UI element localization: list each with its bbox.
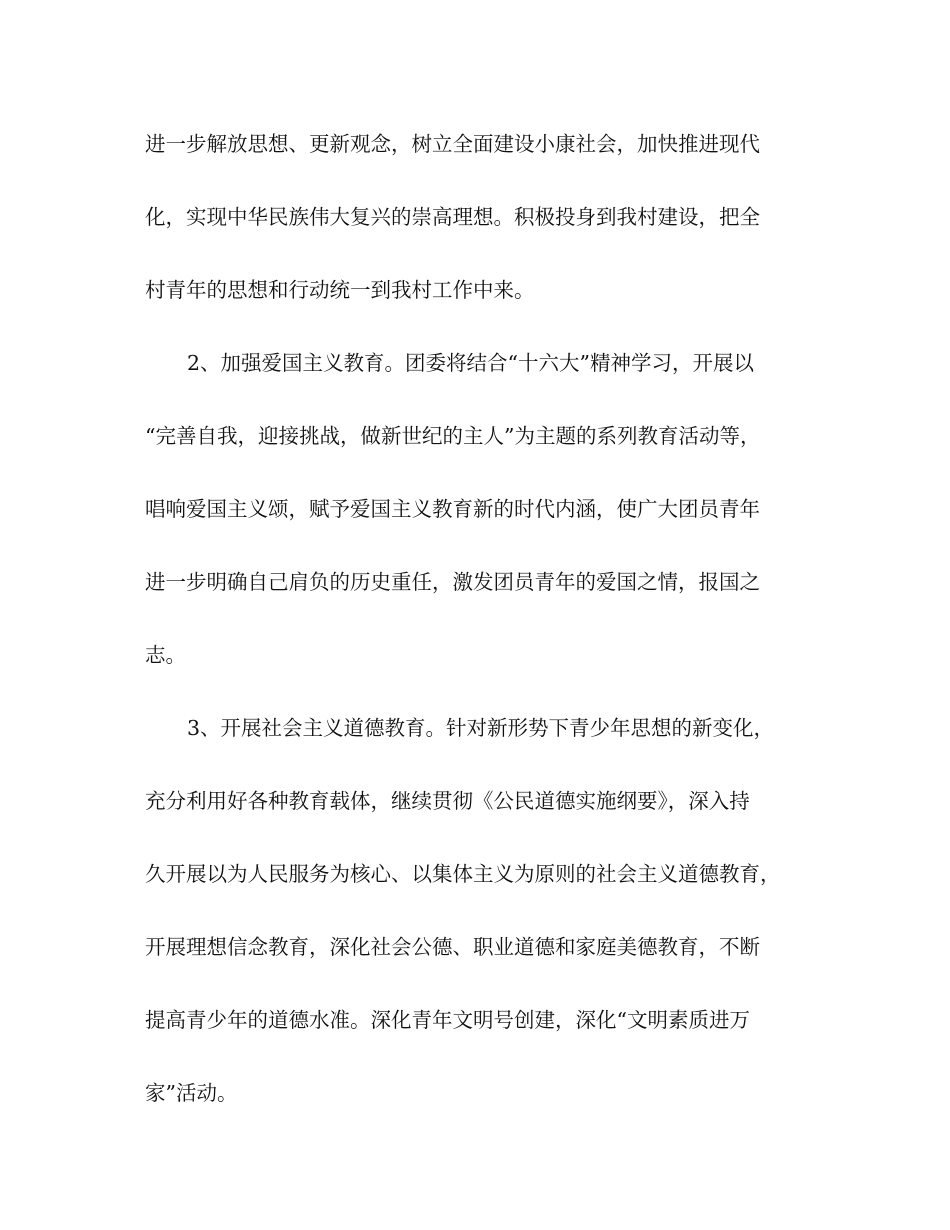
paragraph-3-line-1: [0, 708, 950, 748]
text-line: 开展理想信念教育，深化社会公德、职业道德和家庭美德教育，不断: [145, 935, 760, 959]
text-line: 家”活动。: [145, 1081, 238, 1105]
text-line: “完善自我，迎接挑战，做新世纪的主人”为主题的系列教育活动等，: [145, 424, 761, 448]
text-line: 2、加强爱国主义教育。团委将结合“十六大”精神学习，开展以: [187, 351, 755, 375]
paragraph-1-line-2: [0, 197, 950, 237]
paragraph-2-line-4: [0, 562, 950, 602]
paragraph-2-line-1: [0, 343, 950, 383]
paragraph-1-line-3: [0, 270, 950, 310]
paragraph-2-line-2: [0, 416, 950, 456]
text-line: 久开展以为人民服务为核心、以集体主义为原则的社会主义道德教育，: [145, 862, 781, 886]
paragraph-3-line-6: [0, 1073, 950, 1113]
text-line: 村青年的思想和行动统一到我村工作中来。: [145, 278, 535, 302]
paragraph-3-line-2: [0, 781, 950, 821]
text-line: 充分利用好各种教育载体，继续贯彻《公民道德实施纲要》，深入持: [145, 789, 750, 813]
text-line: 进一步解放思想、更新观念，树立全面建设小康社会，加快推进现代: [145, 132, 760, 156]
text-line: 进一步明确自己肩负的历史重任，激发团员青年的爱国之情，报国之: [145, 570, 760, 594]
text-line: 提高青少年的道德水准。深化青年文明号创建，深化“文明素质进万: [145, 1008, 750, 1032]
text-line: 化，实现中华民族伟大复兴的崇高理想。积极投身到我村建设，把全: [145, 205, 760, 229]
paragraph-3-line-4: [0, 927, 950, 967]
paragraph-2-line-5: [0, 635, 950, 675]
paragraph-2-line-3: [0, 489, 950, 529]
text-line: 唱响爱国主义颂，赋予爱国主义教育新的时代内涵，使广大团员青年: [145, 497, 760, 521]
text-line: 志。: [145, 643, 186, 667]
paragraph-1-line-1: [0, 124, 950, 164]
paragraph-3-line-3: [0, 854, 950, 894]
paragraph-3-line-5: [0, 1000, 950, 1040]
text-line: 3、开展社会主义道德教育。针对新形势下青少年思想的新变化，: [187, 716, 775, 740]
